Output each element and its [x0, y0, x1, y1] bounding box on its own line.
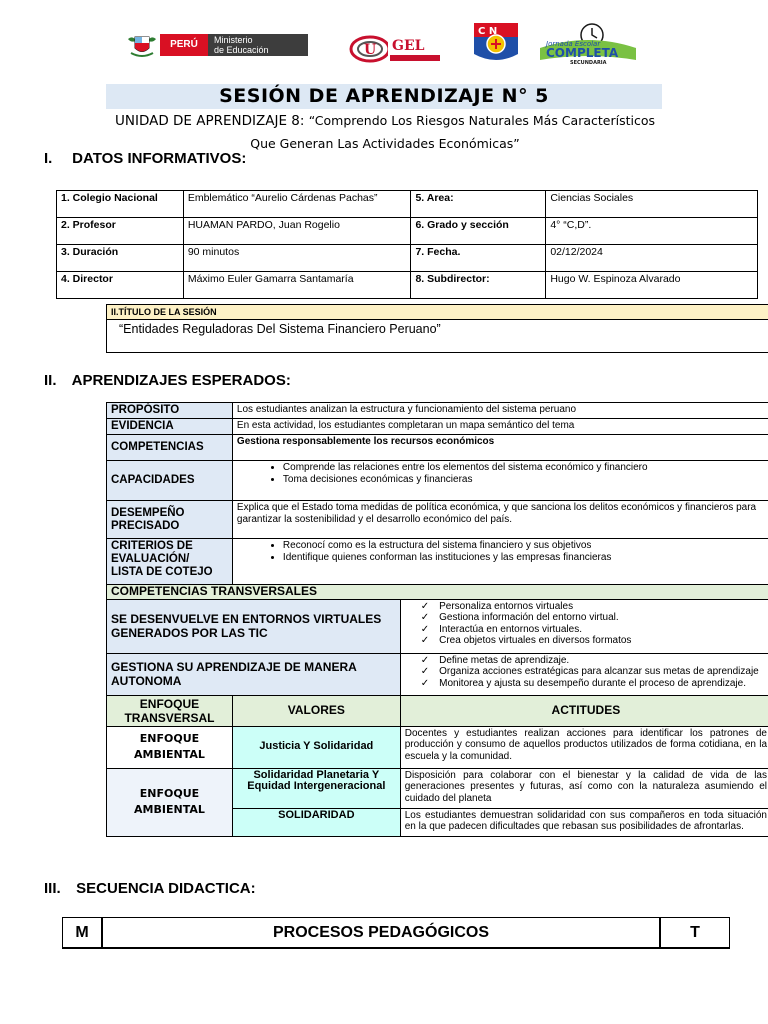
table-row — [57, 245, 758, 272]
table-row — [107, 539, 768, 585]
table-cell: 4. Director — [57, 272, 184, 299]
actitud-1: Docentes y estudiantes realizan acciones para identificar los patrones de producción y consumo de aquellos productos utilizados de forma cotidiana, en la escuela y la comunidad. — [400, 726, 768, 768]
valor-solidaridad: SOLIDARIDAD — [232, 808, 400, 836]
competencias-transversales-label: COMPETENCIAS TRANSVERSALES — [107, 585, 768, 600]
criterios-value — [232, 539, 768, 585]
table-row — [57, 191, 758, 218]
evidencia-label: EVIDENCIA — [107, 419, 233, 435]
table-cell: 7. Fecha. — [411, 245, 546, 272]
table-cell: Ciencias Sociales — [546, 191, 758, 218]
table-cell: 90 minutos — [183, 245, 411, 272]
enfoque-ambiental-1: ENFOQUE AMBIENTAL — [107, 726, 233, 768]
evidencia-value: En esta actividad, los estudiantes completaran un mapa semántico del tema — [232, 419, 768, 435]
titulo-sesion-label: II.TÍTULO DE LA SESIÓN — [107, 305, 768, 320]
actitud-2: Disposición para colaborar con el bienestar y la calidad de vida de las generaciones presentes y futuras, así como con la naturaleza asumiendo el cuidado del planeta — [400, 768, 768, 808]
section1-number: I. — [44, 150, 53, 167]
column-t-header: T — [690, 924, 700, 941]
tic-competency-items — [400, 599, 768, 653]
competencias-label: COMPETENCIAS — [107, 435, 233, 461]
desempeno-label — [107, 501, 233, 539]
cn-school-shield-icon — [472, 22, 520, 64]
session-title: SESIÓN DE APRENDIZAJE N° 5 — [219, 85, 549, 107]
section2-title: APRENDIZAJES ESPERADOS: — [71, 372, 291, 389]
cn-letters: C N — [478, 26, 498, 37]
section-secuencia-heading — [44, 880, 256, 898]
table-cell: Hugo W. Espinoza Alvarado — [546, 272, 758, 299]
desempeno-label-line2: PRECISADO — [111, 519, 180, 532]
table-cell: HUAMAN PARDO, Juan Rogelio — [183, 218, 411, 245]
checklist-item: ✓ Crea objetos virtuales en diversos formatos — [433, 635, 767, 647]
peru-brand-label: PERÚ — [160, 34, 208, 56]
table-row — [107, 501, 768, 539]
tic-competency-label: SE DESENVUELVE EN ENTORNOS VIRTUALES GENERADOS POR LAS TIC — [107, 599, 401, 653]
table-row — [107, 435, 768, 461]
section3-number: III. — [44, 880, 61, 897]
table-cell: Máximo Euler Gamarra Santamaría — [183, 272, 411, 299]
proposito-label: PROPÓSITO — [107, 403, 233, 419]
secuencia-didactica-header — [62, 917, 730, 949]
table-cell: 8. Subdirector: — [411, 272, 546, 299]
svg-text:U: U — [364, 42, 377, 58]
checklist-item: ✓ Personaliza entornos virtuales — [433, 601, 767, 613]
checklist-item: ✓ Define metas de aprendizaje. — [433, 655, 767, 667]
table-cell: 2. Profesor — [57, 218, 184, 245]
unidad-line1: “Comprendo Los Riesgos Naturales Más Característicos — [308, 113, 655, 128]
checklist-item: ✓ Organiza acciones estratégicas para alcanzar sus metas de aprendizaje — [433, 666, 767, 678]
capacidades-label: CAPACIDADES — [107, 461, 233, 501]
ugel-logo — [348, 33, 443, 63]
valores-header: VALORES — [232, 695, 400, 726]
criterios-label — [107, 539, 233, 585]
section-datos-heading — [44, 150, 246, 168]
table-cell: Emblemático “Aurelio Cárdenas Pachas” — [183, 191, 411, 218]
table-row — [57, 218, 758, 245]
ugel-swirl-icon — [348, 33, 388, 63]
valor-justicia: Justicia Y Solidaridad — [232, 726, 400, 768]
titulo-sesion-box — [106, 304, 768, 353]
ministerio-line1: Ministerio — [214, 35, 253, 45]
table-cell: 5. Area: — [411, 191, 546, 218]
actitud-3: Los estudiantes demuestran solidaridad con sus compañeros en toda situación en la que padecen dificultades que rebasan sus posibilidades de afrontarlas. — [400, 808, 768, 836]
unidad-line2: Que Generan Las Actividades Económicas” — [250, 136, 520, 151]
column-procesos-header: PROCESOS PEDAGÓGICOS — [103, 918, 661, 948]
ministerio-educacion-logo — [208, 34, 308, 56]
table-cell: 4° “C,D”. — [546, 218, 758, 245]
checklist-item: ✓ Interactúa en entornos virtuales. — [433, 624, 767, 636]
desempeno-value: Explica que el Estado toma medidas de política económica, y que sanciona los delitos económicos y financieros para garantizar la sostenibilidad y el desarrollo económico del país. — [232, 501, 768, 539]
table-cell: 02/12/2024 — [546, 245, 758, 272]
enfoque-ambiental-2: ENFOQUE AMBIENTAL — [107, 768, 233, 836]
table-row — [107, 599, 768, 653]
peru-coat-of-arms-icon — [125, 33, 159, 59]
list-item: • Toma decisiones económicas y financieras — [283, 474, 767, 486]
table-row — [107, 419, 768, 435]
table-cell: 6. Grado y sección — [411, 218, 546, 245]
unidad-label: UNIDAD DE APRENDIZAJE 8: — [115, 113, 309, 129]
section-aprendizajes-heading — [44, 372, 291, 390]
checklist-item: ✓ Monitorea y ajusta su desempeño durante el proceso de aprendizaje. — [433, 678, 767, 690]
capacidades-value — [232, 461, 768, 501]
table-row — [107, 461, 768, 501]
gestiona-competency-label: GESTIONA SU APRENDIZAJE DE MANERA AUTONOMA — [107, 653, 401, 695]
proposito-value: Los estudiantes analizan la estructura y funcionamiento del sistema peruano — [232, 403, 768, 419]
criterios-label-line2: EVALUACIÓN/ — [111, 553, 190, 565]
table-row — [107, 768, 768, 808]
jec-line2: COMPLETA — [546, 46, 619, 60]
table-cell: 1. Colegio Nacional — [57, 191, 184, 218]
criterios-label-line1: CRITERIOS DE — [111, 540, 193, 552]
criterios-label-line3: LISTA DE COTEJO — [111, 566, 213, 578]
section1-title: DATOS INFORMATIVOS: — [72, 150, 247, 167]
gestiona-competency-items — [400, 653, 768, 695]
section3-title: SECUENCIA DIDACTICA: — [76, 880, 256, 897]
column-m-header: M — [63, 918, 103, 948]
titulo-sesion-value: “Entidades Reguladoras Del Sistema Financiero Peruano” — [119, 322, 441, 336]
table-row — [57, 272, 758, 299]
list-item: • Reconocí como es la estructura del sistema financiero y sus objetivos — [283, 540, 767, 552]
section2-number: II. — [44, 372, 57, 389]
list-item: • Comprende las relaciones entre los elementos del sistema económico y financiero — [283, 462, 767, 474]
table-row — [107, 726, 768, 768]
actitudes-header: ACTITUDES — [400, 695, 768, 726]
table-row — [107, 653, 768, 695]
aprendizajes-table — [106, 402, 768, 837]
table-row — [107, 585, 768, 600]
table-cell: 3. Duración — [57, 245, 184, 272]
ministerio-line2: de Educación — [214, 45, 269, 55]
jec-line1: Jornada Escolar — [546, 40, 601, 48]
checklist-item: ✓ Gestiona información del entorno virtual. — [433, 612, 767, 624]
jornada-escolar-completa-logo — [534, 22, 642, 66]
enfoque-header: ENFOQUE TRANSVERSAL — [107, 695, 233, 726]
datos-informativos-table — [56, 190, 758, 299]
table-row — [107, 403, 768, 419]
list-item: • Identifique quienes conforman las instituciones y las empresas financieras — [283, 552, 767, 564]
desempeno-label-line1: DESEMPEÑO — [111, 506, 185, 519]
jec-line3: SECUNDARIA — [570, 60, 607, 66]
table-row — [107, 695, 768, 726]
valor-solidaridad-planetaria: Solidaridad Planetaria Y Equidad Intergeneracional — [232, 768, 400, 808]
ugel-text: GEL — [392, 38, 425, 54]
competencias-value: Gestiona responsablemente los recursos económicos — [232, 435, 768, 461]
